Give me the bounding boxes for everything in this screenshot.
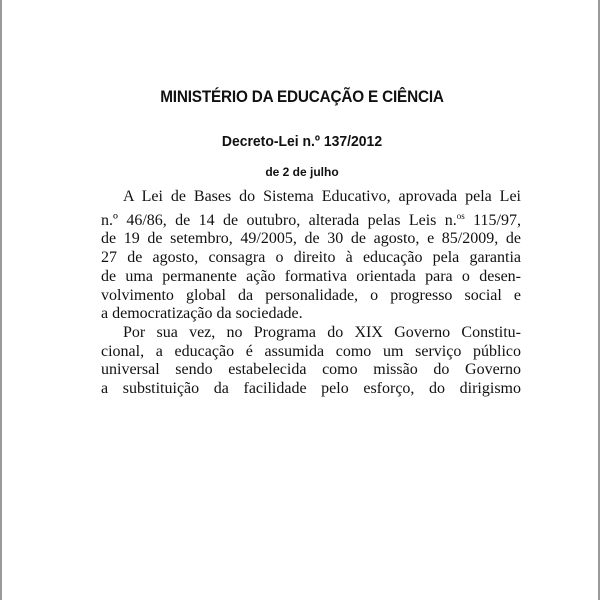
text-line: Por sua vez, no Programa do XIX Governo Constitu- [123, 323, 521, 341]
text-line: a democratização da sociedade. [101, 305, 303, 323]
text-line: volvimento global da personalidade, o progresso social e [101, 286, 521, 304]
text-segment: 115/97, [464, 211, 521, 229]
paragraph-1 [101, 188, 521, 324]
decree-date: de 2 de julho [265, 165, 339, 179]
text-line: a substituição da facilidade pelo esforço, do dirigismo [101, 380, 521, 398]
document-body [101, 188, 521, 399]
text-line [101, 207, 521, 231]
text-line: universal sendo estabelecida como missão do Governo [101, 361, 521, 379]
paragraph-2 [101, 324, 521, 399]
superscript: os [456, 210, 465, 221]
text-line: 27 de agosto, consagra o direito à educação pela garantia [101, 249, 521, 267]
text-line: A Lei de Bases do Sistema Educativo, aprovada pela Lei [123, 188, 521, 205]
ministry-heading: MINISTÉRIO DA EDUCAÇÃO E CIÊNCIA [160, 87, 444, 106]
text-segment: n.º 46/86, de 14 de outubro, alterada pelas Leis n. [101, 211, 457, 229]
text-line: cional, a educação é assumida como um serviço público [101, 342, 521, 360]
decree-title: Decreto-Lei n.º 137/2012 [221, 133, 383, 150]
text-line: de uma permanente ação formativa orientada para o desen- [101, 267, 521, 285]
text-line: de 19 de setembro, 49/2005, de 30 de agosto, e 85/2009, de [101, 230, 521, 248]
